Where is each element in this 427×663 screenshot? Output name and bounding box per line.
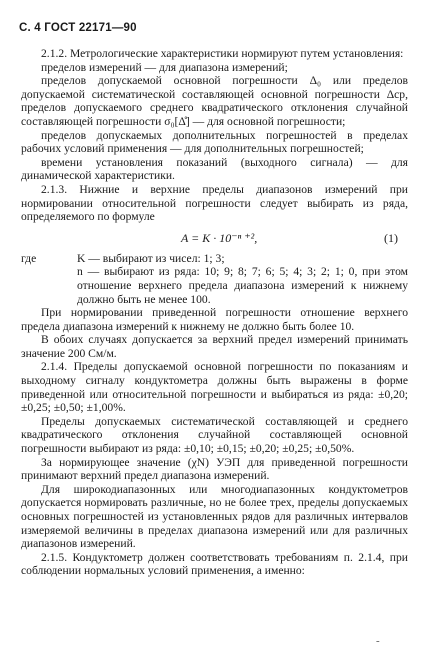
document-body [21, 47, 408, 578]
page-tail-mark: - [376, 635, 380, 647]
formula-row [21, 226, 408, 252]
paragraph-reduced-error: При нормировании приведенной погрешности отношение верхнего предела диапазона измерений к нижнему не должно быть более 10. [21, 306, 408, 333]
formula-legend [21, 252, 408, 306]
paragraph-2-1-3: 2.1.3. Нижние и верхние пределы диапазонов измерений при нормировании относительной погрешности следует выбирать из ряда, определяемого по формуле [21, 182, 408, 224]
paragraph-2-1-2-item-4: времени установления показаний (выходного сигнала) — для динамической характеристики. [21, 155, 408, 183]
paragraph-both-cases: В обоих случаях допускается за верхний предел измерений принимать значение 200 См/м. [21, 333, 408, 360]
paragraph-2-1-5: 2.1.5. Кондуктометр должен соответствовать требованиям п. 2.1.4, при соблюдении нормальных условий применения, а именно: [21, 550, 408, 578]
paragraph-2-1-2-item-2: пределов допускаемой основной погрешности Δ₀ или пределов допускаемой систематической составляющей основной погрешности Δср, пределов допускаемого среднего квадратического отклонения случайной составляющей погрешности σ₀[Δ̊] — для основной погрешности; [21, 74, 408, 128]
paragraph-2-1-4-wide-range: Для широкодиапазонных или многодиапазонных кондуктометров допускается нормировать различные, но не более трех, пределы допускаемых основных погрешностей из установленных рядов для различных интервалов измеряемой величины в пределах диапазона измерений или для различных диапазонов измерений. [21, 482, 408, 551]
paragraph-2-1-2-item-3: пределов допускаемых дополнительных погрешностей в пределах рабочих условий применения — для дополнительных погрешностей; [21, 128, 408, 156]
legend-k-text: K — выбирают из чисел: 1; 3; [77, 251, 225, 265]
formula-number: (1) [384, 230, 398, 245]
paragraph-2-1-4-normalizing: За нормирующее значение (χN) УЭП для приведенной погрешности принимают верхний предел диапазона измерений. [21, 455, 408, 483]
legend-k [21, 252, 408, 266]
paragraph-2-1-2-intro: 2.1.2. Метрологические характеристики нормируют путем установления: [41, 47, 404, 60]
paragraph-2-1-2-item-1: пределов измерений — для диапазона измерений; [41, 60, 288, 74]
legend-n: n — выбирают из ряда: 10; 9; 8; 7; 6; 5; 4; 3; 2; 1; 0, при этом отношение верхнего предела диапазона измерений к нижнему должно быть не менее 100. [77, 265, 408, 306]
legend-lead: где [21, 251, 37, 265]
page-header: С. 4 ГОСТ 22171—90 [19, 22, 137, 34]
formula-1: A = K · 10⁻ⁿ ⁺², [181, 230, 258, 245]
paragraph-2-1-4-systematic: Пределы допускаемых систематической составляющей и среднего квадратического отклонения случайной составляющей основной погрешности выбирают из ряда: ±0,10; ±0,15; ±0,20; ±0,25; ±0,50%. [21, 414, 408, 456]
paragraph-2-1-4: 2.1.4. Пределы допускаемой основной погрешности по показаниям и выходному сигналу кондуктометра должны быть выражены в форме приведенной или относительной погрешности и выбираться из ряда: ±0,20; ±0,25; ±0,50; ±1,00%. [21, 360, 408, 415]
